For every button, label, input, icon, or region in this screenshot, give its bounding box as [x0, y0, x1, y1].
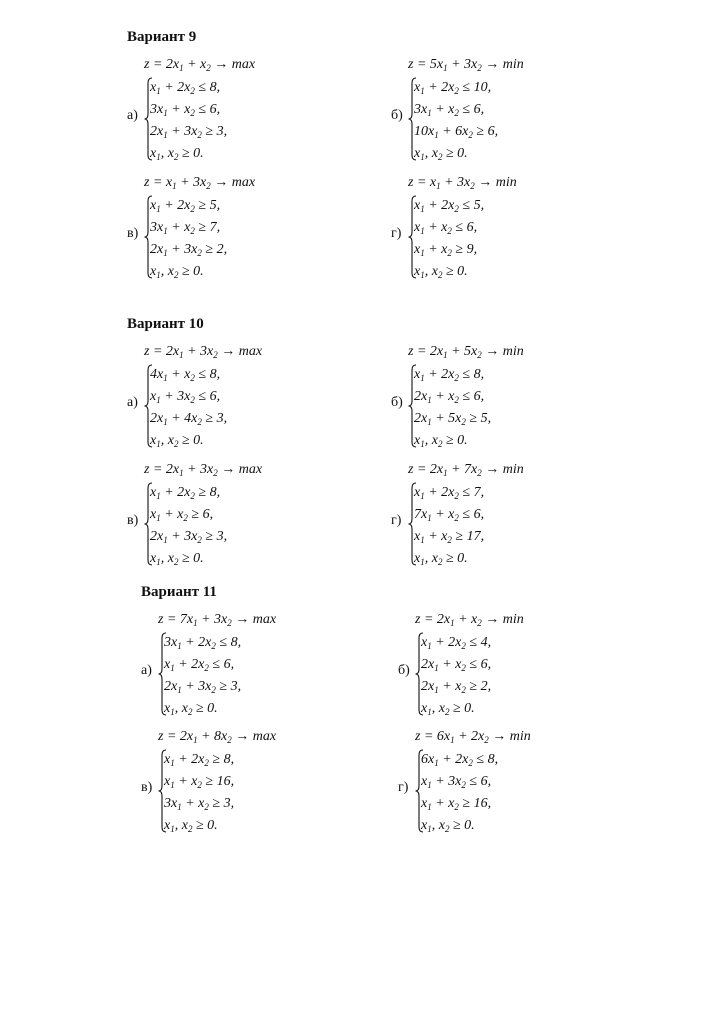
objective-function: $z = 2x_1 + 3x_2 \to \max$ — [144, 462, 263, 478]
objective-function: $z = 2x_1 + 3x_2 \to \max$ — [144, 344, 263, 360]
constraint-line: $x_1$, $x_2 \ge 0$. — [164, 818, 218, 834]
problem-letter: в) — [141, 780, 153, 795]
constraint-line: $x_1 + 2x_2 \le 5$, — [414, 198, 485, 214]
constraint-line: $3x_1 + x_2 \ge 3$, — [164, 796, 235, 812]
constraint-line: $x_1$, $x_2 \ge 0$. — [414, 264, 468, 280]
constraint-line: $x_1 + 2x_2 \ge 5$, — [150, 198, 221, 214]
constraint-line: $x_1 + 2x_2 \le 6$, — [164, 657, 235, 673]
constraint-line: $x_1 + x_2 \ge 6$, — [150, 507, 214, 523]
constraint-list — [414, 77, 498, 165]
variant-9-problem-b — [391, 57, 591, 169]
constraint-line: $x_1 + 2x_2 \le 10$, — [414, 80, 492, 96]
problem-letter: б) — [398, 663, 410, 678]
variant-10-problem-g — [391, 462, 591, 574]
variant-11-problem-b — [398, 612, 598, 724]
constraint-line: $3x_1 + x_2 \le 6$, — [150, 102, 221, 118]
variant-11-title: Вариант 11 — [141, 584, 217, 600]
constraint-list — [414, 364, 491, 452]
constraint-line: $3x_1 + x_2 \ge 7$, — [150, 220, 221, 236]
constraint-line: $x_1 + 2x_2 \ge 8$, — [150, 485, 221, 501]
constraint-list — [164, 632, 241, 720]
variant-9-problem-v — [127, 175, 327, 287]
objective-function: $z = 2x_1 + x_2 \to \max$ — [144, 57, 256, 73]
constraint-list — [421, 749, 498, 837]
constraint-line: $x_1 + x_2 \le 6$, — [414, 220, 478, 236]
problem-letter: г) — [391, 226, 402, 241]
constraint-line: $x_1 + x_2 \ge 16$, — [421, 796, 492, 812]
constraint-list — [150, 77, 227, 165]
variant-9-problem-a — [127, 57, 327, 169]
constraint-line: $x_1 + 2x_2 \le 7$, — [414, 485, 485, 501]
objective-function: $z = 2x_1 + 8x_2 \to \max$ — [158, 729, 277, 745]
constraint-line: $x_1$, $x_2 \ge 0$. — [150, 264, 204, 280]
problem-letter: а) — [141, 663, 152, 678]
constraint-line: $4x_1 + x_2 \le 8$, — [150, 367, 221, 383]
variant-10-problem-a — [127, 344, 327, 456]
constraint-list — [164, 749, 234, 837]
problem-letter: б) — [391, 395, 403, 410]
variant-9-title: Вариант 9 — [127, 29, 197, 45]
constraint-line: $x_1$, $x_2 \ge 0$. — [421, 818, 475, 834]
objective-function: $z = 2x_1 + x_2 \to \min$ — [415, 612, 524, 628]
objective-function: $z = 6x_1 + 2x_2 \to \min$ — [415, 729, 531, 745]
variant-11-problem-a — [141, 612, 341, 724]
objective-function: $z = 2x_1 + 7x_2 \to \min$ — [408, 462, 524, 478]
variant-9-problem-g — [391, 175, 591, 287]
constraint-line: $x_1$, $x_2 \ge 0$. — [150, 146, 204, 162]
constraint-line: $x_1$, $x_2 \ge 0$. — [164, 701, 218, 717]
constraint-line: $x_1 + 2x_2 \le 8$, — [414, 367, 485, 383]
constraint-list — [414, 482, 484, 570]
constraint-line: $2x_1 + x_2 \ge 2$, — [421, 679, 492, 695]
constraint-line: $x_1$, $x_2 \ge 0$. — [414, 433, 468, 449]
constraint-line: $2x_1 + 3x_2 \ge 3$, — [150, 124, 228, 140]
constraint-line: $3x_1 + x_2 \le 6$, — [414, 102, 485, 118]
constraint-line: $2x_1 + x_2 \le 6$, — [421, 657, 492, 673]
constraint-line: $x_1 + x_2 \ge 17$, — [414, 529, 485, 545]
constraint-line: $x_1$, $x_2 \ge 0$. — [150, 551, 204, 567]
constraint-line: $2x_1 + 3x_2 \ge 2$, — [150, 242, 228, 258]
constraint-line: $x_1 + 3x_2 \le 6$, — [421, 774, 492, 790]
objective-function: $z = x_1 + 3x_2 \to \max$ — [144, 175, 256, 191]
constraint-line: $x_1 + 3x_2 \le 6$, — [150, 389, 221, 405]
constraint-line: $x_1$, $x_2 \ge 0$. — [414, 146, 468, 162]
objective-function: $z = 2x_1 + 5x_2 \to \min$ — [408, 344, 524, 360]
constraint-line: $10x_1 + 6x_2 \ge 6$, — [414, 124, 499, 140]
problem-letter: б) — [391, 108, 403, 123]
constraint-line: $7x_1 + x_2 \le 6$, — [414, 507, 485, 523]
constraint-line: $6x_1 + 2x_2 \le 8$, — [421, 752, 499, 768]
problem-letter: в) — [127, 513, 139, 528]
constraint-list — [421, 632, 491, 720]
constraint-line: $x_1 + x_2 \ge 9$, — [414, 242, 478, 258]
variant-11-problem-v — [141, 729, 341, 841]
constraint-line: $x_1 + 2x_2 \le 4$, — [421, 635, 492, 651]
constraint-list — [414, 195, 484, 283]
variant-10-title: Вариант 10 — [127, 316, 204, 332]
problem-letter: а) — [127, 395, 138, 410]
problem-letter: г) — [398, 780, 409, 795]
objective-function: $z = x_1 + 3x_2 \to \min$ — [408, 175, 517, 191]
constraint-line: $x_1$, $x_2 \ge 0$. — [421, 701, 475, 717]
constraint-line: $x_1$, $x_2 \ge 0$. — [414, 551, 468, 567]
problem-letter: а) — [127, 108, 138, 123]
constraint-line: $2x_1 + x_2 \le 6$, — [414, 389, 485, 405]
variant-10-problem-v — [127, 462, 327, 574]
constraint-list — [150, 364, 227, 452]
constraint-line: $x_1$, $x_2 \ge 0$. — [150, 433, 204, 449]
variant-11-problem-g — [398, 729, 598, 841]
variant-10-problem-b — [391, 344, 591, 456]
constraint-list — [150, 482, 227, 570]
constraint-line: $x_1 + 2x_2 \ge 8$, — [164, 752, 235, 768]
constraint-line: $x_1 + x_2 \ge 16$, — [164, 774, 235, 790]
constraint-line: $2x_1 + 5x_2 \ge 5$, — [414, 411, 492, 427]
constraint-line: $3x_1 + 2x_2 \le 8$, — [164, 635, 242, 651]
constraint-list — [150, 195, 227, 283]
constraint-line: $2x_1 + 3x_2 \ge 3$, — [150, 529, 228, 545]
objective-function: $z = 5x_1 + 3x_2 \to \min$ — [408, 57, 524, 73]
problem-letter: в) — [127, 226, 139, 241]
constraint-line: $2x_1 + 3x_2 \ge 3$, — [164, 679, 242, 695]
objective-function: $z = 7x_1 + 3x_2 \to \max$ — [158, 612, 277, 628]
constraint-line: $x_1 + 2x_2 \le 8$, — [150, 80, 221, 96]
problem-letter: г) — [391, 513, 402, 528]
constraint-line: $2x_1 + 4x_2 \ge 3$, — [150, 411, 228, 427]
